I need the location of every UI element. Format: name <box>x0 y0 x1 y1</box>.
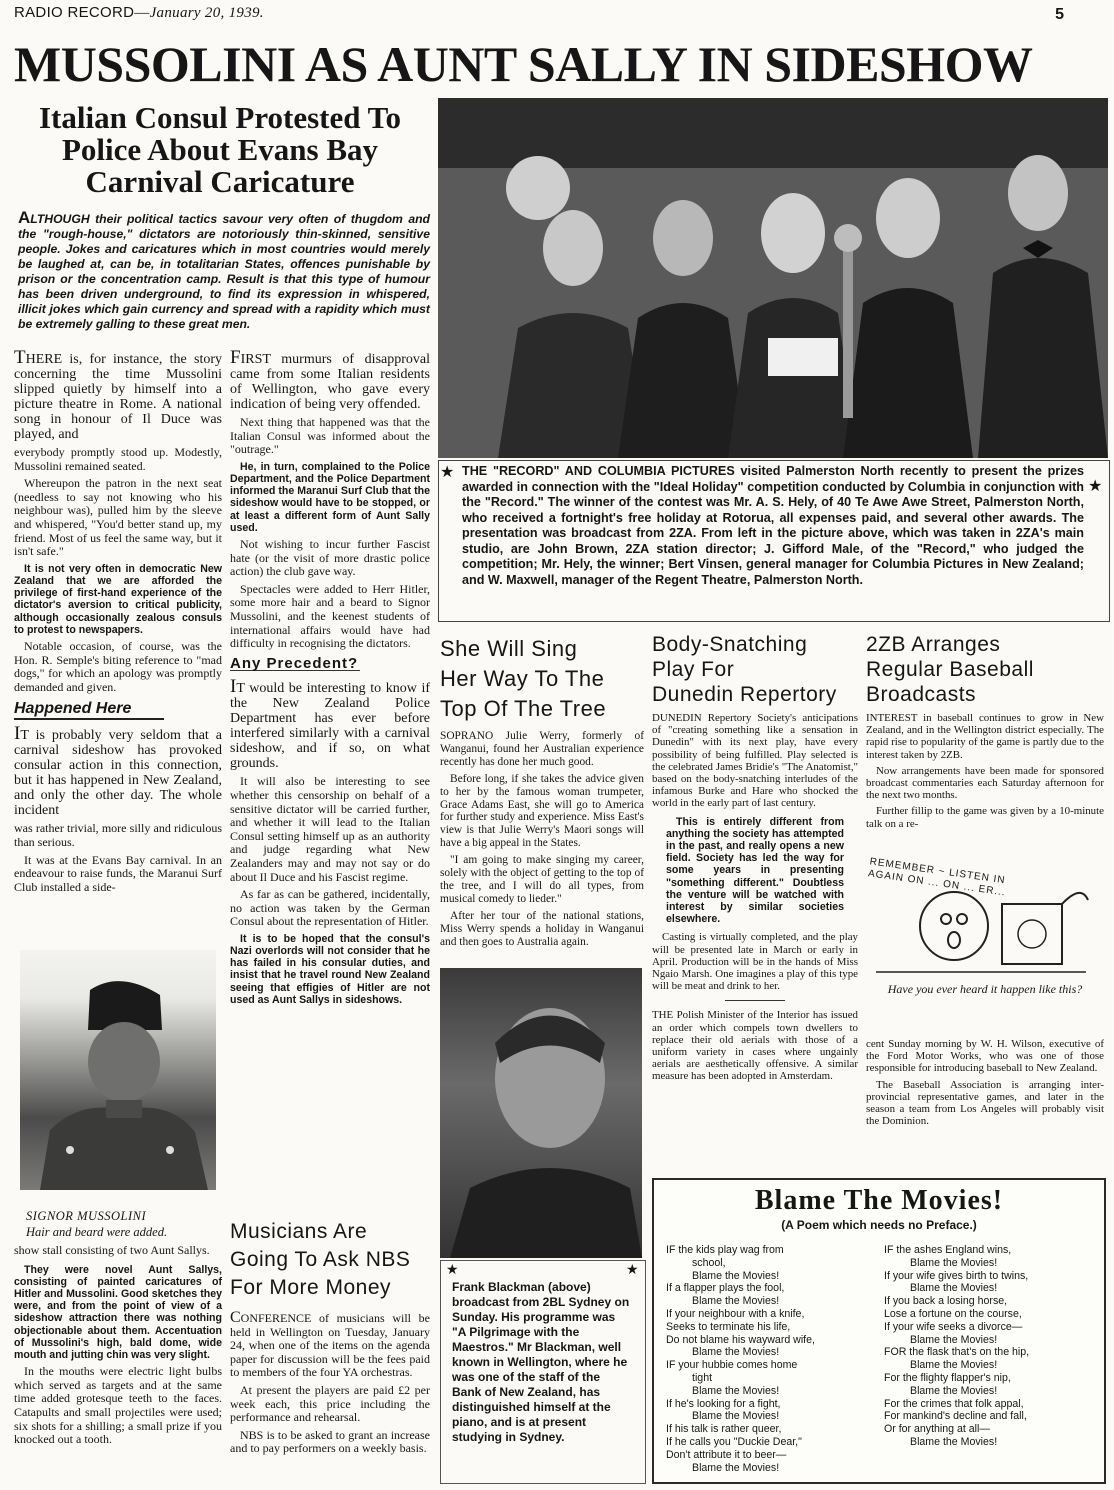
headline-line: Her Way To The <box>440 666 605 691</box>
intro-text: LTHOUGH their political tactics savour very often of thugdom and the "rough-house," dictators are notoriously thin-skinned, sensitive people. Jokes and caricatures which in most countries would merely be laughed at, can be, in totalitarian States, offences punishable by prison or the concentration camp. Result is that this type of humour has been driven underground, to find its expression in whispered, illicit jokes which gain currency and spread with a rapidity which must be extremely galling to these great men. <box>18 212 430 331</box>
running-header <box>14 4 264 22</box>
paragraph: CONFERENCE of musicians will be held in Wellington on Tuesday, January 24, when one of the items on the agenda paper for discussion will be the fees paid to members of the four YA orchestras. <box>230 1309 430 1380</box>
star-icon: ★ <box>626 1263 639 1278</box>
paragraph: Next thing that happened was that the Italian Consul was informed about the "outrage." <box>230 415 430 457</box>
paragraph: In the mouths were electric light bulbs which served as targets and at the same time added grotesque teeth to the faces. Catapults and small projectiles were used; six shots for a shilling; a small prize if you knocked out a tooth. <box>14 1364 222 1447</box>
blackman-portrait-icon <box>440 968 642 1258</box>
poem-line: Or for anything at all— <box>884 1423 990 1436</box>
headline-line: For More Money <box>230 1276 392 1299</box>
paragraph: It is not very often in democratic New Zealand that we are afforded the privilege of first-hand experience of the dictator's aversion to critical publicity, although occasionally zealous consuls to protest to newspapers. <box>14 562 222 636</box>
page-number: 5 <box>1055 6 1064 23</box>
poem-line: Blame the Movies! <box>692 1461 780 1474</box>
drop-cap: I <box>14 723 21 745</box>
cartoon-caption: Have you ever heard it happen like this? <box>887 982 1083 996</box>
paragraph: IT would be interesting to know if the New Zealand Police Department has ever before interfered similarly with a carnival sideshow, and if so, on what grounds. <box>230 676 430 772</box>
blackman-photo <box>440 968 642 1258</box>
poem-line: Blame the Movies! <box>910 1256 998 1269</box>
paragraph: They were novel Aunt Sallys, consisting of painted caricatures of Hitler and Mussolini. Good sketches they were, and from the point of view of a sideshow attraction there was nothing objectionable about them. Accentuation of Mussolini's high, bald dome, wide mouth and jutting chin was very slight. <box>14 1263 222 1362</box>
article-column-1 <box>14 347 222 898</box>
poem-line: school, <box>692 1256 726 1269</box>
poem-line: Blame the Movies! <box>692 1346 780 1359</box>
poem-line: IF your hubbie comes home <box>666 1359 798 1372</box>
poem-line: If a flapper plays the fool, <box>666 1282 785 1295</box>
paragraph: After her tour of the national stations, Miss Werry spends a holiday in Wanganui and then goes to Australia again. <box>440 909 644 948</box>
paragraph: It is to be hoped that the consul's Nazi overlords will not consider that he has failed in his consular duties, and insist that he travel round New Zealand seeing that effigies of Hitler are not used as Aunt Sallys in sideshows. <box>230 932 430 1006</box>
paragraph: Casting is virtually completed, and the play will be presented late in March or early in April. Production will be in the hands of Miss Ngaio Marsh. One imagines a play of this type will be meat and drink to her. <box>652 931 858 993</box>
paragraph: It will also be interesting to see whether this censorship on behalf of a sensitive dictator will be carried further, and whether it will lead to the Italian Consul setting himself up as an authority and judge regarding what New Zealanders may and may not say or do about Il Duce and his Fascist regime. <box>230 774 430 884</box>
intro-paragraph <box>18 210 430 332</box>
baseball-headline <box>866 632 1106 707</box>
drop-cap: I <box>230 676 237 698</box>
poem-line: Blame the Movies! <box>692 1410 780 1423</box>
paragraph: Before long, if she takes the advice given to her by the famous woman trumpeter, Grace Adams East, she will go to America for further study and experience. Miss East's view is that Julie Werry's Maori songs will have a big appeal in the States. <box>440 772 644 850</box>
group-photo-icon <box>438 98 1108 458</box>
prize-presentation-caption: THE "RECORD" AND COLUMBIA PICTURES visited Palmerston North recently to present the prizes awarded in connection with the "Ideal Holiday" competition conducted by Columbia in conjunction with the "Record." The winner of the contest was Mr. A. S. Hely, of 40 Te Awe Awe Street, Palmerston North, who received a fortnight's free holiday at Rotorua, all expenses paid, and several other awards. The presentation was broadcast from 2ZA. From left in the picture above, which was taken in 2ZA's main studio, are John Brown, 2ZA station director; J. Gifford Male, of the "Record," who judged the competition; Mr. Hely, the winner; Bert Vinsen, general manager for Columbia Pictures in New Zealand; and W. Maxwell, manager of the Regent Theatre, Palmerston North. <box>462 464 1084 587</box>
musicians-headline <box>230 1218 440 1302</box>
poem-line: For the crimes that folk appal, <box>884 1397 1024 1410</box>
poem-title: Blame The Movies! <box>754 1185 1004 1216</box>
paragraph: This is entirely different from anything the society has attempted in the past, and really opens a new field. Society has led the way for some years in presenting "something different." Doubtless the venture will be watched with interest by similar societies elsewhere. <box>666 815 844 926</box>
paragraph: everybody promptly stood up. Modestly, Mussolini remained seated. <box>14 445 222 473</box>
poem-line: For mankind's decline and fall, <box>884 1410 1027 1423</box>
prize-presentation-photo <box>438 98 1108 458</box>
poem-line: IF the ashes England wins, <box>884 1244 1012 1256</box>
paragraph: FIRST murmurs of disapproval came from some Italian residents of Wellington, who gave every indication of being very offended. <box>230 347 430 412</box>
section-heading: Happened Here <box>14 700 164 720</box>
poem-line: If your neighbour with a knife, <box>666 1307 805 1320</box>
poem-right-column <box>884 1244 1099 1449</box>
headline-line: Top Of The Tree <box>440 696 607 721</box>
poem-line: Blame the Movies! <box>910 1359 998 1372</box>
paragraph: NBS is to be asked to grant an increase and to pay performers on a weekly basis. <box>230 1427 430 1456</box>
poem-line: Don't attribute it to beer— <box>666 1448 787 1461</box>
paragraph: was rather trivial, more silly and ridiculous than serious. <box>14 821 222 849</box>
paragraph: As far as can be gathered, incidentally, no action was taken by the German Consul about the representation of Hitler. <box>230 887 430 929</box>
mussolini-caption <box>26 1208 226 1240</box>
mussolini-photo <box>20 950 216 1190</box>
issue-date: January 20, 1939. <box>149 5 264 21</box>
paragraph: Notable occasion, of course, was the Hon. R. Semple's biting reference to "mad dogs," for which an apology was promptly demanded and given. <box>14 638 222 694</box>
drop-cap: F <box>230 347 241 368</box>
subheadline-line: Carnival Caricature <box>85 164 355 199</box>
poem-line: If you back a losing horse, <box>884 1295 1008 1308</box>
headline-line: Play For <box>652 658 735 681</box>
star-icon: ★ <box>446 1263 459 1278</box>
blackman-caption: Frank Blackman (above) broadcast from 2BL Sydney on Sunday. His programme was "A Pilgrimage with the Maestros." Mr Blackman, well known in Wellington, where he was one of the staff of the Bank of New Zealand, has distinguished himself at the piano, and is at present studying in Sydney. <box>452 1280 630 1444</box>
paragraph: He, in turn, complained to the Police Department, and the Police Department informed the Maranui Surf Club that the sideshow would have to be stopped, or at least a different form of Aunt Sally used. <box>230 460 430 534</box>
paragraph: INTEREST in baseball continues to grow in New Zealand, and in the Wellington district especially. The rapid rise to popularity of the game is partly due to the interest taken by 2ZB. <box>866 712 1104 761</box>
baseball-article <box>866 712 1104 834</box>
cartoon-text: REMEMBER ~ LISTEN IN AGAIN ON ... ON ... ER... <box>867 856 1007 899</box>
poem-line: Seeks to terminate his life, <box>666 1320 791 1333</box>
divider <box>725 1000 785 1001</box>
poem-line: Blame the Movies! <box>692 1269 780 1282</box>
paragraph: Further fillip to the game was given by a 10-minute talk on a re- <box>866 805 1104 830</box>
paragraph: DUNEDIN Repertory Society's anticipations of "creating something like a sensation in Dunedin" with its next play, have every possibility of being fulfilled. Play selected is the celebrated James Bridie's "The Anatomist," based on the body-snatching interludes of the infamous Burke and Hare who shocked the world in the early part of last century. <box>652 712 858 810</box>
body-snatching-article <box>652 712 858 1087</box>
poem-line: If he calls you "Duckie Dear," <box>666 1435 802 1448</box>
musicians-article <box>230 1310 430 1460</box>
poem-line: Blame the Movies! <box>910 1282 998 1295</box>
header-dash: — <box>134 5 150 21</box>
headline-line: Going To Ask NBS <box>230 1248 411 1271</box>
paragraph: Now arrangements have been made for sponsored broadcast commentaries each Saturday afternoon for the next two months. <box>866 764 1104 802</box>
paragraph: Not wishing to incur further Fascist hate (or the visit of more drastic police action) the club gave way. <box>230 537 430 579</box>
paragraph: It was at the Evans Bay carnival. In an endeavour to raise funds, the Maranui Surf Club installed a side- <box>14 852 222 894</box>
headline-line: Body-Snatching <box>652 633 808 656</box>
poem-line: Blame the Movies! <box>692 1295 780 1308</box>
poem-line: IF the kids play wag from <box>666 1244 784 1256</box>
mussolini-caption-title: SIGNOR MUSSOLINI <box>26 1209 147 1223</box>
listen-in-cartoon <box>866 856 1096 976</box>
headline-line: Dunedin Repertory <box>652 683 837 706</box>
poem-left-column <box>666 1244 876 1474</box>
drop-cap: T <box>14 347 26 368</box>
paragraph: Spectacles were added to Herr Hitler, some more hair and a beard to Signor Mussolini, and the keenest students of international affairs would have had difficulty in recognising the dictators. <box>230 581 430 651</box>
article-column-2 <box>230 347 430 1010</box>
star-icon: ★ <box>1088 478 1103 495</box>
subheadline-line: Police About Evans Bay <box>61 132 379 167</box>
intro-drop-cap: A <box>18 208 31 227</box>
subheadline <box>10 102 430 198</box>
paragraph: THERE is, for instance, the story concerning the time Mussolini slipped quietly by himself into a picture theatre in Rome. A national song in honour of Il Duce was played, and <box>14 347 222 442</box>
poem-line: If he's looking for a fight, <box>666 1397 781 1410</box>
body-snatching-headline <box>652 632 858 707</box>
poem-line: Blame the Movies! <box>910 1435 998 1448</box>
baseball-article-cont <box>866 1038 1104 1131</box>
headline-line: Regular Baseball <box>866 658 1034 681</box>
subheadline-line: Italian Consul Protested To <box>38 100 402 135</box>
paragraph: show stall consisting of two Aunt Sallys. <box>14 1243 210 1257</box>
poem-line: For the flighty flapper's nip, <box>884 1371 1011 1384</box>
paragraph: SOPRANO Julie Werry, formerly of Wanganui, found her Australian experience recently has done her much good. <box>440 730 644 768</box>
star-icon: ★ <box>440 464 455 481</box>
poem-line: Lose a fortune on the course, <box>884 1307 1022 1320</box>
paragraph: Whereupon the patron in the next seat (needless to say not knowing who his neighbour was), pulled him by the sleeve and whispered, "You'd better stand up, my friend. Most of us feel the same way, but it isn't safe." <box>14 476 222 559</box>
poem-line: Blame the Movies! <box>692 1384 780 1397</box>
paragraph: "I am going to make singing my career, solely with the object of getting to the top of the tree, and I will do all types, from musical comedy to lieder." <box>440 854 644 905</box>
blame-the-movies-box <box>652 1178 1106 1484</box>
poem-line: If your wife seeks a divorce— <box>884 1320 1023 1333</box>
magazine-name: RADIO RECORD <box>14 4 135 21</box>
headline-line: Musicians Are <box>230 1220 368 1243</box>
drop-cap: C <box>230 1309 241 1326</box>
main-headline: MUSSOLINI AS AUNT SALLY IN SIDESHOW <box>14 36 1033 92</box>
paragraph: IT is probably very seldom that a carnival sideshow has provoked consular action in this connection, but it has happened in New Zealand, and only the other day. The whole incident <box>14 723 222 819</box>
she-will-sing-headline <box>440 634 646 724</box>
poem-line: Blame the Movies! <box>910 1333 998 1346</box>
paragraph: cent Sunday morning by W. H. Wilson, executive of the Ford Motor Works, who was one of those responsible for introducing baseball to New Zealand. <box>866 1038 1104 1075</box>
paragraph: At present the players are paid £2 per week each, this price including the performance and rehearsal. <box>230 1382 430 1425</box>
poem-subtitle: (A Poem which needs no Preface.) <box>781 1218 977 1232</box>
mussolini-portrait-icon <box>20 950 216 1190</box>
headline-line: She Will Sing <box>440 636 578 661</box>
poem-line: tight <box>692 1371 713 1384</box>
paragraph: THE Polish Minister of the Interior has issued an order which compels town dwellers to replace their old aerials with those of a uniform variety in cases where ungainly aerials are aesthetically offensive. A similar measure has been adopted in Amsterdam. <box>652 1009 858 1083</box>
poem-line: FOR the flask that's on the hip, <box>884 1346 1030 1359</box>
headline-line: 2ZB Arranges <box>866 633 1001 656</box>
mussolini-caption-sub: Hair and beard were added. <box>26 1225 168 1239</box>
article-column-1-cont <box>14 1244 222 1451</box>
poem-line: If your wife gives birth to twins, <box>884 1269 1029 1282</box>
poem-line: Do not blame his wayward wife, <box>666 1333 815 1346</box>
section-heading: Any Precedent? <box>230 654 359 672</box>
headline-line: Broadcasts <box>866 683 977 706</box>
paragraph: The Baseball Association is arranging inter-provincial representative games, and later in the season a team from Los Angeles will probably visit the Dominion. <box>866 1078 1104 1128</box>
poem-line: Blame the Movies! <box>910 1384 998 1397</box>
she-will-sing-article <box>440 730 644 953</box>
poem-line: If his talk is rather queer, <box>666 1423 782 1436</box>
